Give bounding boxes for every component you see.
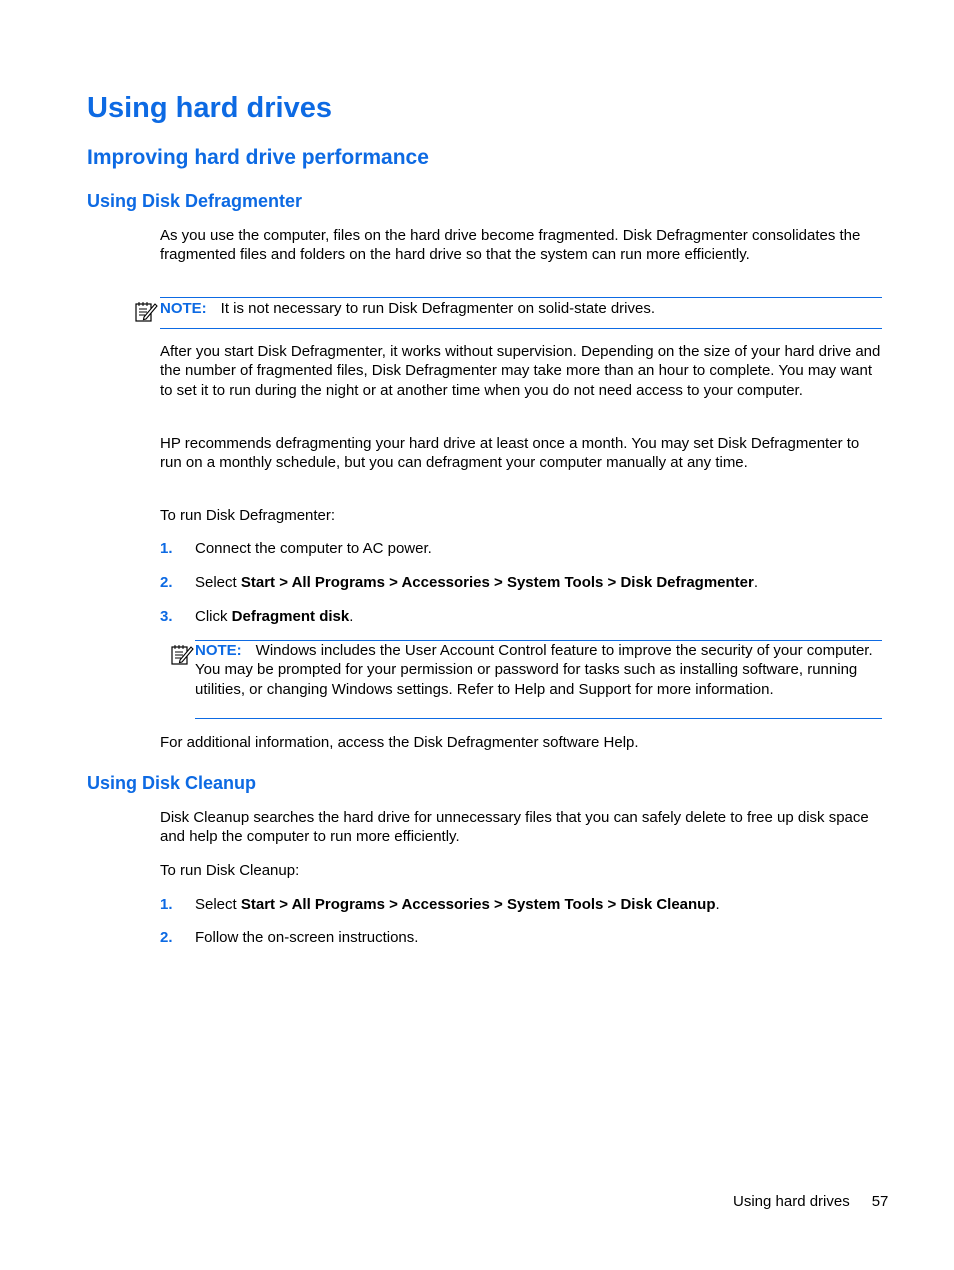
defrag-lead: To run Disk Defragmenter: bbox=[160, 507, 336, 524]
step-text: Select Start > All Programs > Accessories > System Tools > Disk Defragmenter. bbox=[195, 574, 759, 591]
step-number: 2. bbox=[160, 574, 173, 591]
note-icon bbox=[170, 643, 194, 667]
step-text: Connect the computer to AC power. bbox=[195, 540, 432, 557]
page-footer bbox=[733, 1192, 888, 1211]
step-number: 1. bbox=[160, 896, 173, 913]
note-box bbox=[195, 640, 882, 719]
note-box bbox=[160, 297, 882, 329]
step-text: Select Start > All Programs > Accessories > System Tools > Disk Cleanup. bbox=[195, 896, 720, 913]
section-title: Improving hard drive performance bbox=[87, 146, 429, 169]
defrag-paragraph: HP recommends defragmenting your hard drive at least once a month. You may set Disk Defragmenter to run on a monthly schedule, but you can defragment your computer manually at any time. bbox=[160, 435, 860, 472]
step-number: 3. bbox=[160, 608, 173, 625]
footer-title: Using hard drives bbox=[733, 1193, 850, 1210]
cleanup-lead: To run Disk Cleanup: bbox=[160, 862, 300, 879]
step-number: 2. bbox=[160, 929, 173, 946]
defrag-intro: As you use the computer, files on the hard drive become fragmented. Disk Defragmenter consolidates the fragmented files and folders on the hard drive so that the system can run more efficiently. bbox=[160, 227, 861, 264]
note-label: NOTE: bbox=[195, 642, 242, 659]
step-text: Click Defragment disk. bbox=[195, 608, 354, 625]
note-text: Windows includes the User Account Control feature to improve the security of your computer. You may be prompted for your permission or password for tasks such as installing software, running utilities, or changing Windows settings. Refer to Help and Support for more information. bbox=[195, 642, 873, 698]
cleanup-intro: Disk Cleanup searches the hard drive for unnecessary files that you can safely delete to free up disk space and help the computer to run more efficiently. bbox=[160, 809, 869, 846]
note-label: NOTE: bbox=[160, 300, 207, 317]
chapter-title: Using hard drives bbox=[87, 92, 332, 124]
step-number: 1. bbox=[160, 540, 173, 557]
defrag-paragraph: After you start Disk Defragmenter, it works without supervision. Depending on the size of your hard drive and the number of fragmented files, Disk Defragmenter may take more than an hour to complete. You may want to set it to run during the night or at another time when you do not need access to your computer. bbox=[160, 343, 881, 399]
step-text: Follow the on-screen instructions. bbox=[195, 929, 419, 946]
defrag-closing: For additional information, access the Disk Defragmenter software Help. bbox=[160, 734, 639, 751]
note-text: It is not necessary to run Disk Defragmenter on solid-state drives. bbox=[220, 300, 656, 317]
note-icon bbox=[134, 300, 158, 324]
cleanup-heading: Using Disk Cleanup bbox=[87, 773, 257, 793]
defrag-heading: Using Disk Defragmenter bbox=[87, 191, 303, 211]
page-number: 57 bbox=[871, 1193, 889, 1210]
